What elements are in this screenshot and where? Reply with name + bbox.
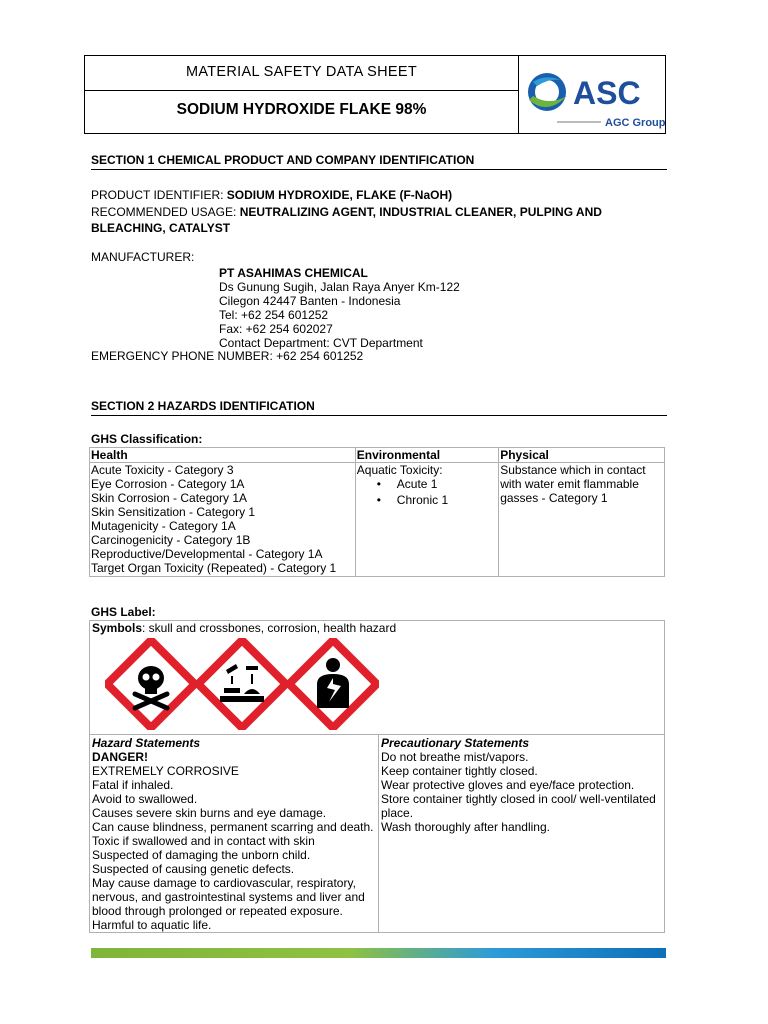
emergency-phone: EMERGENCY PHONE NUMBER: +62 254 601252	[91, 349, 364, 363]
symbols-label: Symbols	[92, 621, 143, 635]
product-identifier-value: SODIUM HYDROXIDE, FLAKE (F-NaOH)	[226, 188, 453, 202]
precautionary-statement: Wash thoroughly after handling.	[381, 820, 550, 834]
recommended-usage-line	[91, 205, 602, 219]
environmental-item: • Acute 1	[367, 477, 497, 491]
health-item: Skin Sensitization - Category 1	[91, 505, 256, 519]
physical-item: with water emit flammable	[500, 477, 639, 491]
environmental-item: • Chronic 1	[367, 493, 497, 507]
hazard-statement: Suspected of damaging the unborn child.	[92, 848, 311, 862]
health-item: Skin Corrosion - Category 1A	[91, 491, 248, 505]
section2-heading: SECTION 2 HAZARDS IDENTIFICATION	[91, 399, 667, 416]
health-cell	[90, 463, 356, 577]
hazard-statements	[92, 736, 376, 932]
ghs-classification-table	[89, 447, 665, 577]
ghs-label-label: GHS Label:	[91, 605, 156, 619]
address-line-2: Cilegon 42447 Banten - Indonesia	[219, 294, 401, 308]
product-identifier-label: PRODUCT IDENTIFIER:	[91, 188, 227, 202]
hazard-statement: nervous, and gastrointestinal systems and liver and	[92, 890, 365, 904]
product-identifier-line	[91, 188, 452, 202]
column-header-health: Health	[90, 448, 356, 463]
health-hazard-icon	[287, 638, 379, 730]
physical-item: Substance which in contact	[500, 463, 646, 477]
symbols-line	[92, 621, 396, 635]
health-item: Mutagenicity - Category 1A	[91, 519, 236, 533]
svg-text:AGC Group: AGC Group	[605, 117, 666, 129]
statements-divider	[378, 734, 379, 932]
precautionary-statements	[381, 736, 663, 834]
column-header-environmental: Environmental	[355, 448, 498, 463]
ghs-classification-label: GHS Classification:	[91, 432, 203, 446]
column-header-physical: Physical	[499, 448, 665, 463]
hazard-statement: Toxic if swallowed and in contact with skin	[92, 834, 315, 848]
header-divider	[85, 90, 518, 91]
product-title: SODIUM HYDROXIDE FLAKE 98%	[176, 101, 427, 118]
hazard-statements-title: Hazard Statements	[92, 736, 201, 750]
precautionary-statement: Wear protective gloves and eye/face protection.	[381, 778, 635, 792]
table-row	[90, 463, 665, 577]
fax-line: Fax: +62 254 602027	[219, 322, 333, 336]
precautionary-statements-title: Precautionary Statements	[381, 736, 530, 750]
hazard-statement: Suspected of causing genetic defects.	[92, 862, 295, 876]
skull-and-crossbones-icon	[105, 638, 197, 730]
health-item: Target Organ Toxicity (Repeated) - Category 1	[91, 561, 337, 575]
symbols-value: : skull and crossbones, corrosion, health hazard	[142, 621, 397, 635]
health-item: Carcinogenicity - Category 1B	[91, 533, 251, 547]
environmental-cell	[355, 463, 498, 577]
svg-text:ASC: ASC	[573, 75, 641, 111]
environmental-title: Aquatic Toxicity:	[356, 463, 443, 477]
danger-signal-word: DANGER!	[92, 750, 148, 764]
health-item: Eye Corrosion - Category 1A	[91, 477, 245, 491]
hazard-statement: Fatal if inhaled.	[92, 778, 174, 792]
precautionary-statement: Do not breathe mist/vapors.	[381, 750, 529, 764]
manufacturer-name: PT ASAHIMAS CHEMICAL	[219, 266, 368, 280]
manufacturer-label: MANUFACTURER:	[91, 250, 195, 264]
asc-logo	[519, 56, 666, 133]
table-header-row	[90, 448, 665, 463]
label-divider	[90, 734, 664, 735]
recommended-usage-value-cont: BLEACHING, CATALYST	[91, 221, 231, 235]
precautionary-statement: Keep container tightly closed.	[381, 764, 538, 778]
precautionary-statement: place.	[381, 806, 414, 820]
address-line-1: Ds Gunung Sugih, Jalan Raya Anyer Km-122	[219, 280, 460, 294]
hazard-statement: Causes severe skin burns and eye damage.	[92, 806, 327, 820]
document-title: MATERIAL SAFETY DATA SHEET	[186, 64, 417, 80]
health-item: Acute Toxicity - Category 3	[91, 463, 234, 477]
logo-globe-icon	[528, 73, 567, 111]
hazard-statement: May cause damage to cardiovascular, respiratory,	[92, 876, 356, 890]
footer-color-bar	[91, 948, 666, 958]
corrosion-icon	[196, 638, 288, 730]
header-box	[84, 55, 666, 134]
hazard-statement: Harmful to aquatic life.	[92, 918, 212, 932]
contact-line: Contact Department: CVT Department	[219, 336, 423, 350]
precautionary-statement: Store container tightly closed in cool/ well-ventilated	[381, 792, 656, 806]
hazard-statement: Can cause blindness, permanent scarring and death.	[92, 820, 374, 834]
physical-item: gasses - Category 1	[500, 491, 608, 505]
recommended-usage-label: RECOMMENDED USAGE:	[91, 205, 240, 219]
hazard-statement: Avoid to swallowed.	[92, 792, 198, 806]
hazard-statement: EXTREMELY CORROSIVE	[92, 764, 239, 778]
health-item: Reproductive/Developmental - Category 1A	[91, 547, 323, 561]
tel-line: Tel: +62 254 601252	[219, 308, 329, 322]
recommended-usage-value: NEUTRALIZING AGENT, INDUSTRIAL CLEANER, PULPING AND	[239, 205, 602, 219]
hazard-statement: blood through prolonged or repeated exposure.	[92, 904, 343, 918]
physical-cell	[499, 463, 665, 577]
section1-heading: SECTION 1 CHEMICAL PRODUCT AND COMPANY IDENTIFICATION	[91, 153, 667, 170]
